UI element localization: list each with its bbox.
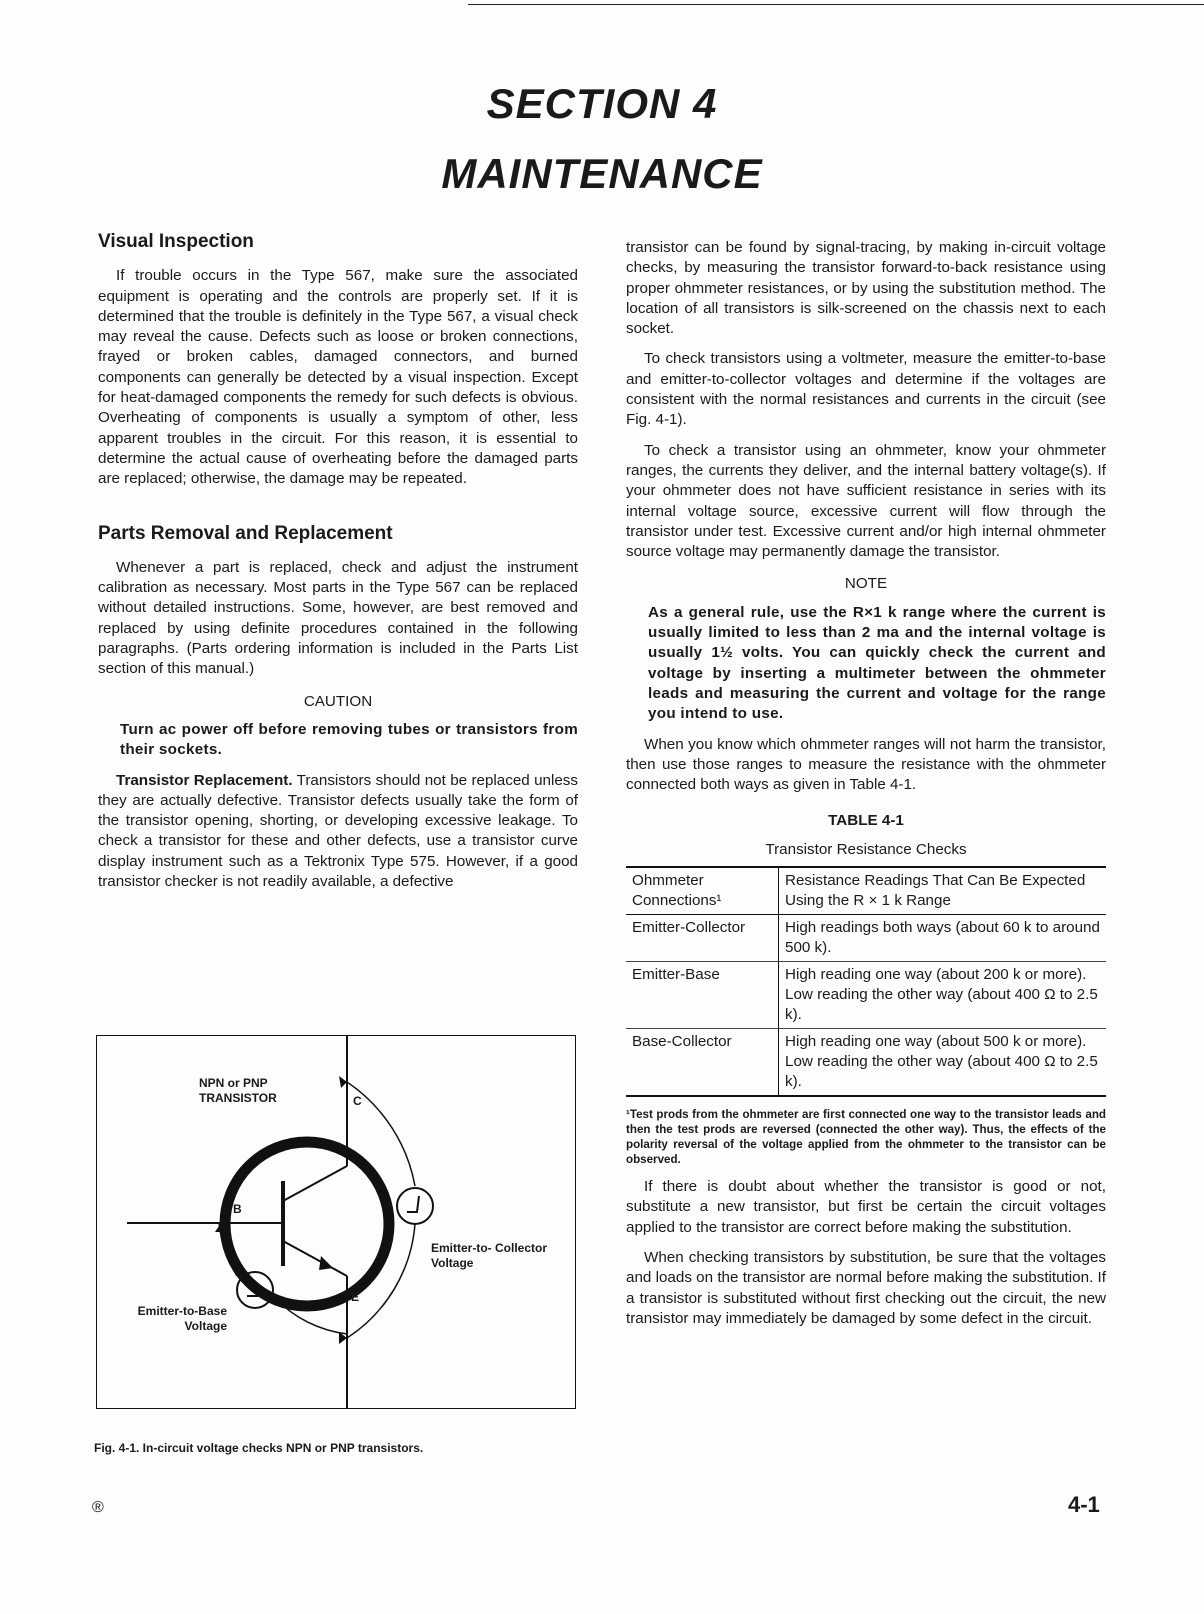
ec-needle (407, 1196, 419, 1212)
substitution-check-paragraph: When checking transistors by substitution, be sure that the voltages and loads on the transistor are normal before making the substitution. If a transistor is substituted without first checking out the circuit, the new transistor may immediately be damaged by some defect in the circuit. (626, 1248, 1106, 1327)
section-title: SECTION 4 (486, 80, 718, 127)
table-subtitle: Transistor Resistance Checks (765, 840, 967, 858)
emitter-label: E (351, 1290, 360, 1304)
transistor-label: NPN or PNP TRANSISTOR (199, 1076, 277, 1105)
figure-4-1 (96, 1035, 576, 1409)
base-label: B (233, 1202, 242, 1216)
collector-label: C (353, 1094, 362, 1108)
left-column (98, 232, 578, 902)
resistance-table (626, 866, 1106, 1097)
right-column (626, 238, 1106, 1339)
table-row (626, 1029, 1106, 1097)
ec-arc-bottom (347, 1224, 415, 1338)
table-header-cell: Resistance Readings That Can Be Expected Using the R × 1 k Range (779, 867, 1107, 915)
table-cell: Emitter-Collector (626, 915, 779, 962)
table-row (626, 962, 1106, 1029)
table-cell: Base-Collector (626, 1029, 779, 1097)
transistor-replacement-paragraph (98, 771, 578, 893)
ohmmeter-paragraph: To check a transistor using an ohmmeter, know your ohmmeter ranges, the currents they deliver, and the internal battery voltage(s). If your ohmmeter does not have sufficient resistance in series with its internal voltage source, excessive current will flow through the transistor under test. Excessive current and/or high internal ohmmeter source voltage may permanently damage the transistor. (626, 441, 1106, 561)
caution-heading: CAUTION (303, 692, 373, 710)
page-number: 4-1 (1068, 1492, 1100, 1517)
parts-removal-paragraph: Whenever a part is replaced, check and adjust the instrument calibration as necessary. Most parts in the Type 567 can be replaced without detailed instructions. Some, however, are best removed and replaced by using definite procedures contained in the following paragraphs. (Parts ordering information is included in the Parts List section of this manual.) (98, 558, 578, 678)
parts-removal-heading: Parts Removal and Replacement (98, 522, 393, 544)
emitter-arrow (319, 1256, 333, 1270)
top-rule (468, 4, 1204, 5)
revision-mark: ® (92, 1499, 104, 1516)
page-title: MAINTENANCE (441, 150, 763, 197)
ec-arrow-top (339, 1076, 347, 1088)
table-cell: Emitter-Base (626, 962, 779, 1029)
table-cell: High reading one way (about 200 k or more). Low reading the other way (about 400 Ω to 2.5 k). (779, 962, 1107, 1029)
caution-text: Turn ac power off before removing tubes or transistors from their sockets. (120, 720, 578, 759)
note-text: As a general rule, use the R×1 k range where the current is usually limited to less than 2 ma and the internal voltage is usually 1½ volts. You can quickly check the current and voltage by inserting a multimeter between the ohmmeter leads and measuring the current and voltage for the range you intend to use. (648, 603, 1106, 723)
substitution-paragraph: If there is doubt about whether the transistor is good or not, substitute a new transistor, but first be certain the circuit voltages applied to the transistor are correct before making the substitution. (626, 1178, 1106, 1236)
table-cell: High readings both ways (about 60 k to around 500 k). (779, 915, 1107, 962)
collector-line (283, 1166, 347, 1201)
transistor-diagram (97, 1036, 575, 1408)
ec-voltmeter (397, 1188, 433, 1224)
table-header-cell: Ohmmeter Connections¹ (626, 867, 779, 915)
signal-tracing-paragraph: transistor can be found by signal-tracing, by making in-circuit voltage checks, by measuring the transistor forward-to-back resistance using proper ohmmeter resistances, or by using the substitution method. The location of all transistors is silk-screened on the chassis next to each socket. (626, 239, 1106, 338)
visual-inspection-heading: Visual Inspection (98, 231, 254, 252)
ec-voltage-label: Emitter-to- Collector Voltage (431, 1241, 548, 1270)
visual-inspection-paragraph: If trouble occurs in the Type 567, make sure the associated equipment is operating and the controls are properly set. If it is determined that the trouble is definitely in the Type 567, a visual check may reveal the cause. Defects such as loose or broken connections, frayed or broken cables, damaged connectors, and burned components can generally be detected by a visual inspection. Except for heat-damaged components the remedy for such defects is obvious. Overheating of components is usually a symptom of other, less apparent troubles in the circuit. For this reason, it is essential to determine the actual cause of overheating before the damaged parts are replaced; otherwise, the damage may be repeated. (98, 267, 578, 488)
table-row (626, 915, 1106, 962)
table-cell: High reading one way (about 500 k or more). Low reading the other way (about 400 Ω to 2.5 k). (779, 1029, 1107, 1097)
eb-voltage-label: Emitter-to-Base Voltage (137, 1304, 227, 1333)
table-header-row (626, 867, 1106, 915)
table-footnote: ¹Test prods from the ohmmeter are first connected one way to the transistor leads and then the test prods are reversed (connected the other way). Thus, the effects of the polarity reversal of the voltage applied from the ohmmeter to the transistor can be observed. (626, 1108, 1106, 1167)
ohmmeter-ranges-paragraph: When you know which ohmmeter ranges will not harm the transistor, then use those ranges to measure the resistance with the ohmmeter connected both ways as given in Table 4-1. (626, 735, 1106, 794)
transistor-replacement-text: Transistors should not be replaced unless they are actually defective. Transistor defects usually take the form of the transistor opening, shorting, or developing excessive leakage. To check a transistor for these and other defects, use a transistor curve display instrument such as a Tektronix Type 575. However, if a good transistor checker is not readily available, a defective (98, 771, 578, 891)
voltmeter-paragraph: To check transistors using a voltmeter, measure the emitter-to-base and emitter-to-collector voltages and determine if the voltages are consistent with the normal resistances and currents in the circuit (see Fig. 4-1). (626, 350, 1106, 429)
note-heading: NOTE (844, 575, 888, 593)
transistor-replacement-runin: Transistor Replacement. (116, 771, 293, 789)
figure-caption: Fig. 4-1. In-circuit voltage checks NPN or PNP transistors. (94, 1441, 424, 1455)
table-title: TABLE 4-1 (828, 812, 904, 830)
emitter-line (283, 1241, 347, 1276)
